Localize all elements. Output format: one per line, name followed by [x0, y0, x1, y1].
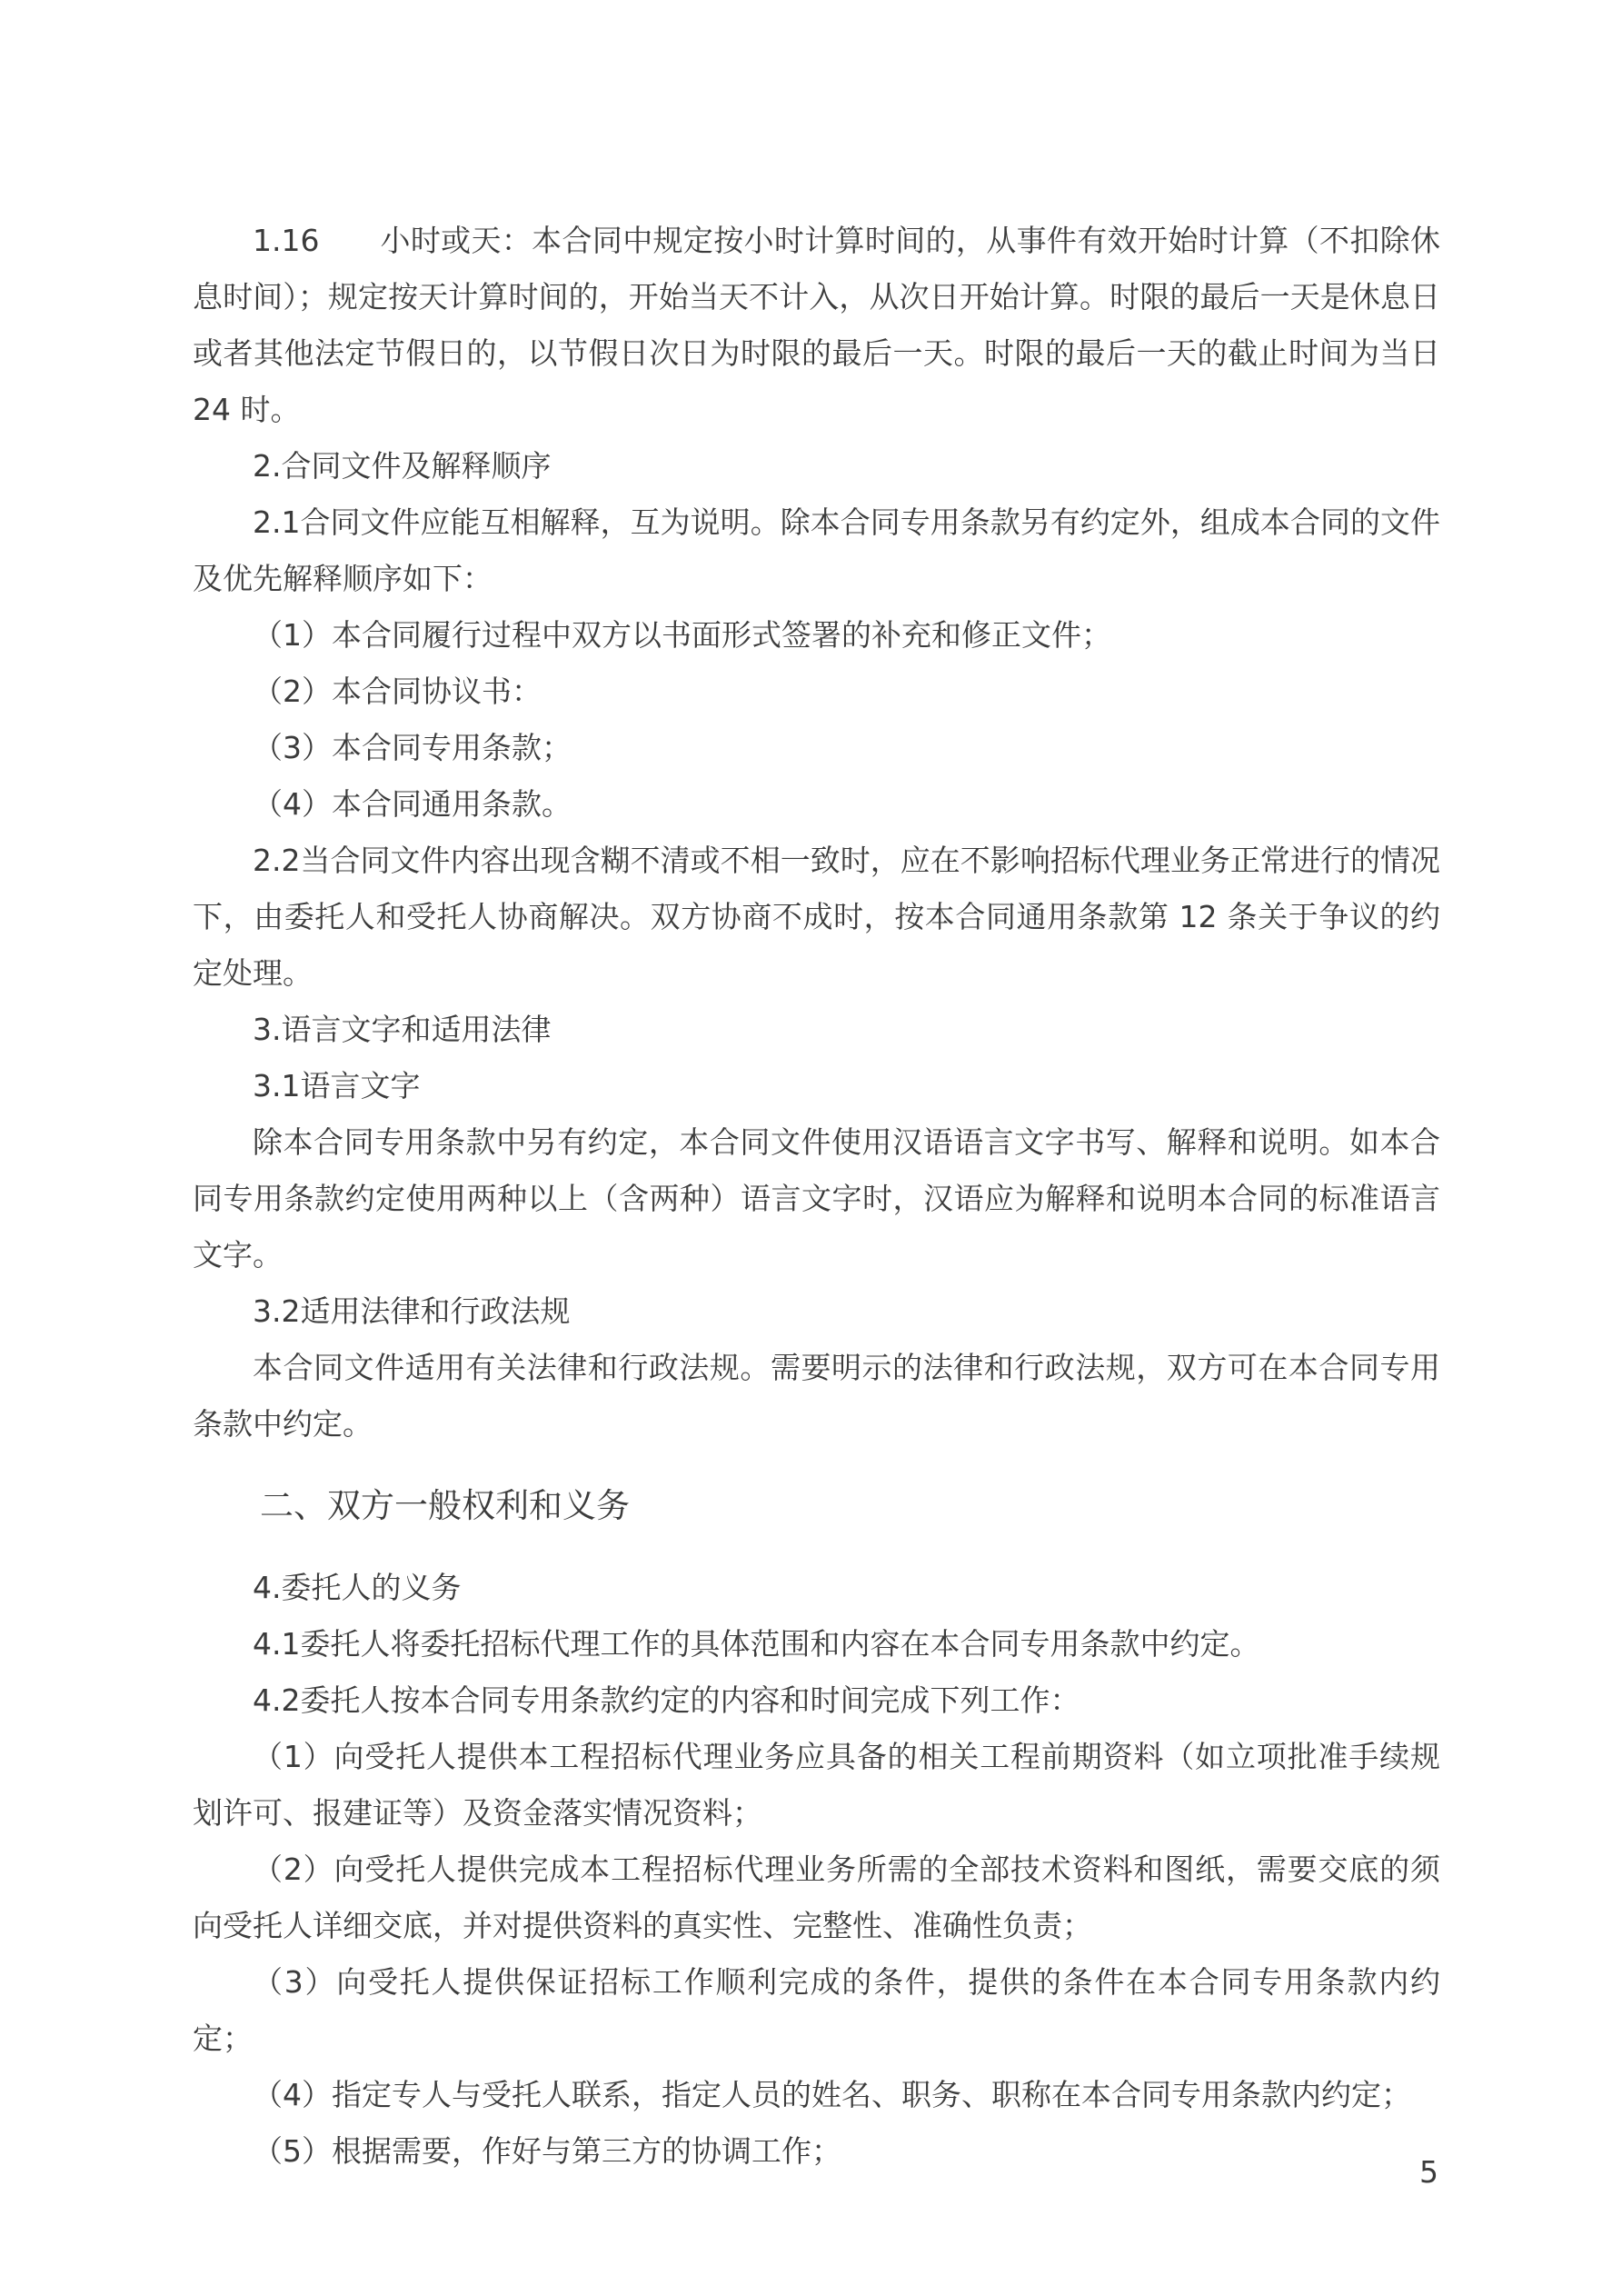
heading-clause-2: 2.合同文件及解释顺序 — [253, 448, 552, 484]
para-clause-3-2: 本合同文件适用有关法律和行政法规。需要明示的法律和行政法规，双方可在本合同专用条款中约定。 — [193, 1350, 1440, 1442]
list-item-obligation-1: （1）向受托人提供本工程招标代理业务应具备的相关工程前期资料（如立项批准手续规划许可、报建证等）及资金落实情况资料； — [193, 1739, 1440, 1831]
heading-clause-3: 3.语言文字和适用法律 — [253, 1012, 552, 1047]
para-clause-4-1: 4.1委托人将委托招标代理工作的具体范围和内容在本合同专用条款中约定。 — [253, 1626, 1260, 1662]
para-clause-3-1: 除本合同专用条款中另有约定，本合同文件使用汉语语言文字书写、解释和说明。如本合同专用条款约定使用两种以上（含两种）语言文字时，汉语应为解释和说明本合同的标准语言文字。 — [193, 1124, 1440, 1273]
section-heading-part-2: 二、双方一般权利和义务 — [260, 1486, 630, 1525]
list-item-obligation-4: （4）指定专人与受托人联系，指定人员的姓名、职务、职称在本合同专用条款内约定； — [253, 2077, 1411, 2112]
heading-clause-4: 4.委托人的义务 — [253, 1570, 462, 1605]
list-item-docs-3: （3）本合同专用条款； — [253, 730, 572, 765]
list-item-docs-2: （2）本合同协议书： — [253, 674, 542, 709]
page-number: 5 — [1419, 2154, 1438, 2190]
list-item-docs-4: （4）本合同通用条款。 — [253, 786, 572, 822]
list-item-obligation-3: （3）向受托人提供保证招标工作顺利完成的条件，提供的条件在本合同专用条款内约定； — [193, 1964, 1440, 2056]
para-clause-2-1: 2.1合同文件应能互相解释，互为说明。除本合同专用条款另有约定外，组成本合同的文件及优先解释顺序如下： — [193, 504, 1440, 596]
contract-text-block — [193, 213, 1440, 2180]
heading-clause-3-2: 3.2适用法律和行政法规 — [253, 1293, 571, 1329]
para-clause-4-2: 4.2委托人按本合同专用条款约定的内容和时间完成下列工作： — [253, 1682, 1080, 1718]
heading-clause-3-1: 3.1语言文字 — [253, 1068, 421, 1103]
para-definition-1-16: 1.16 小时或天：本合同中规定按小时计算时间的，从事件有效开始时计算（不扣除休息时间）；规定按天计算时间的，开始当天不计入，从次日开始计算。时限的最后一天是休息日或者其他法定节假日的，以节假日次日为时限的最后一天。时限的最后一天的截止时间为当日 24 时。 — [193, 223, 1440, 427]
para-clause-2-2: 2.2当合同文件内容出现含糊不清或不相一致时，应在不影响招标代理业务正常进行的情况下，由委托人和受托人协商解决。双方协商不成时，按本合同通用条款第 12 条关于争议的约定处理。 — [193, 843, 1440, 991]
list-item-docs-1: （1）本合同履行过程中双方以书面形式签署的补充和修正文件； — [253, 617, 1111, 653]
list-item-obligation-2: （2）向受托人提供完成本工程招标代理业务所需的全部技术资料和图纸，需要交底的须向受托人详细交底，并对提供资料的真实性、完整性、准确性负责； — [193, 1852, 1440, 1943]
list-item-obligation-5: （5）根据需要，作好与第三方的协调工作； — [253, 2133, 841, 2169]
